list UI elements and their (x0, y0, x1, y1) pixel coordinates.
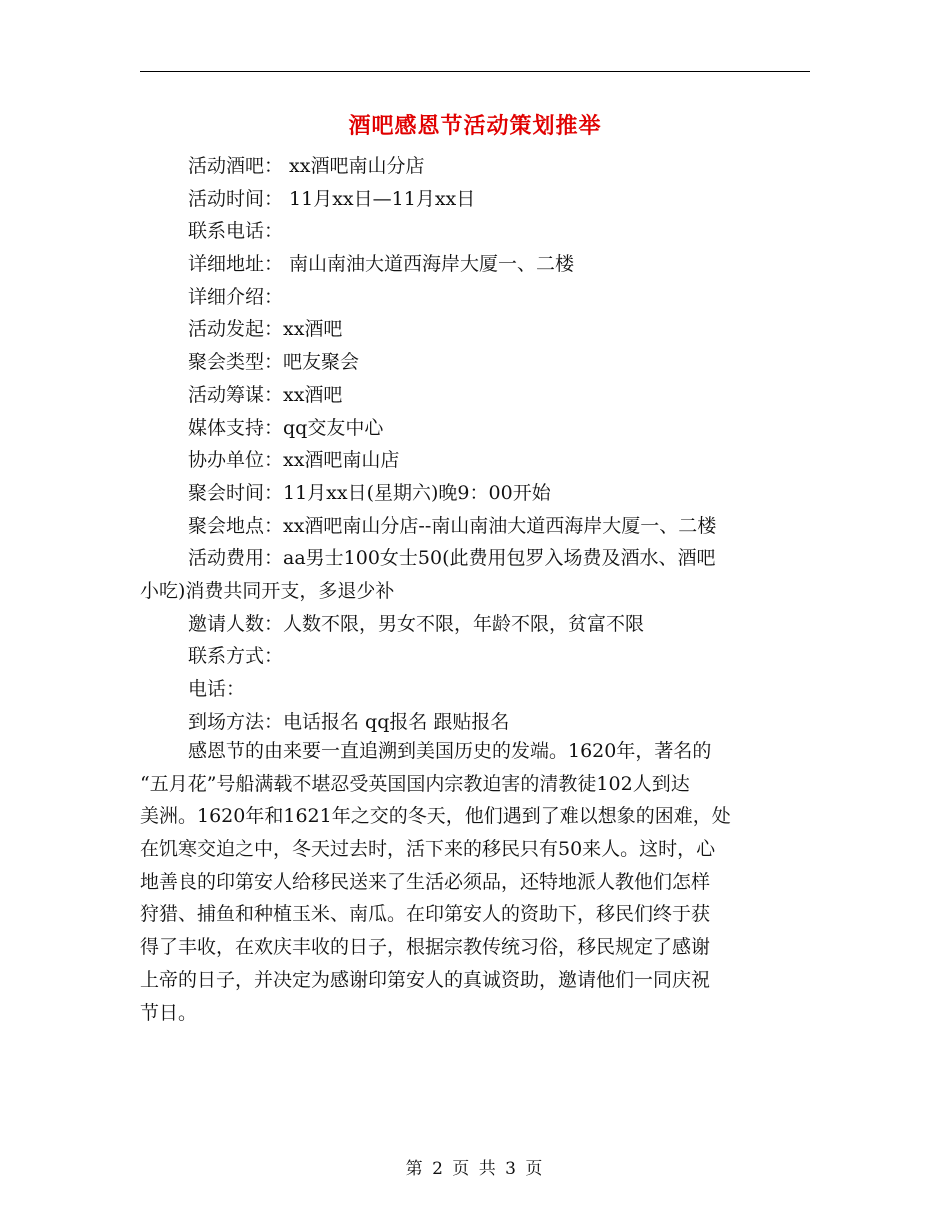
paragraph-line: 地善良的印第安人给移民送来了生活必须品，还特地派人教他们怎样 (140, 870, 711, 893)
detail-line: 详细地址： 南山南油大道西海岸大厦一、二楼 (188, 253, 575, 276)
paragraph-line: 得了丰收，在欢庆丰收的日子，根据宗教传统习俗，移民规定了感谢 (140, 936, 711, 959)
document-title: 酒吧感恩节活动策划推举 (348, 113, 602, 139)
detail-line: 聚会地点：xx酒吧南山分店--南山南油大道西海岸大厦一、二楼 (188, 514, 717, 537)
detail-line: 活动酒吧： xx酒吧南山分店 (188, 155, 425, 177)
detail-line: 聚会类型：吧友聚会 (188, 351, 360, 374)
paragraph-line: 上帝的日子，并决定为感谢印第安人的真诚资助，邀请他们一同庆祝 (140, 968, 711, 991)
detail-line: 活动筹谋：xx酒吧 (188, 383, 343, 406)
detail-line: 联系方式： (188, 645, 284, 668)
paragraph-line: 在饥寒交迫之中，冬天过去时，活下来的移民只有50来人。这时，心 (140, 838, 716, 861)
page-number-footer: 第 2 页 共 3 页 (405, 1159, 545, 1179)
paragraph-line: 美洲。1620年和1621年之交的冬天，他们遇到了难以想象的困难，处 (140, 805, 731, 828)
paragraph-line: 狩猎、捕鱼和种植玉米、南瓜。在印第安人的资助下，移民们终于获 (140, 903, 711, 926)
event-details-list (140, 150, 810, 738)
detail-line: 活动费用：aa男士100女士50(此费用包罗入场费及酒水、酒吧 (188, 547, 716, 570)
detail-line: 活动发起：xx酒吧 (188, 318, 343, 341)
detail-line: 聚会时间：11月xx日(星期六)晚9：00开始 (188, 481, 551, 504)
detail-line: 媒体支持：qq交友中心 (188, 416, 384, 439)
history-paragraph (140, 735, 810, 1029)
detail-line-continuation: 小吃)消费共同开支，多退少补 (140, 579, 395, 602)
paragraph-line: “五月花”号船满载不堪忍受英国国内宗教迫害的清教徒102人到达 (140, 772, 690, 795)
paragraph-line: 节日。 (140, 1001, 198, 1024)
detail-line: 协办单位：xx酒吧南山店 (188, 449, 400, 472)
detail-line: 邀请人数：人数不限，男女不限，年龄不限，贫富不限 (188, 612, 645, 635)
detail-line: 详细介绍： (188, 285, 284, 308)
detail-line: 电话： (188, 678, 246, 700)
paragraph-line: 感恩节的由来要一直追溯到美国历史的发端。1620年，著名的 (188, 740, 712, 762)
header-rule (140, 71, 810, 72)
detail-line: 活动时间： 11月xx日—11月xx日 (188, 187, 476, 210)
detail-line: 到场方法：电话报名 qq报名 跟贴报名 (188, 710, 510, 733)
detail-line: 联系电话： (188, 220, 284, 243)
